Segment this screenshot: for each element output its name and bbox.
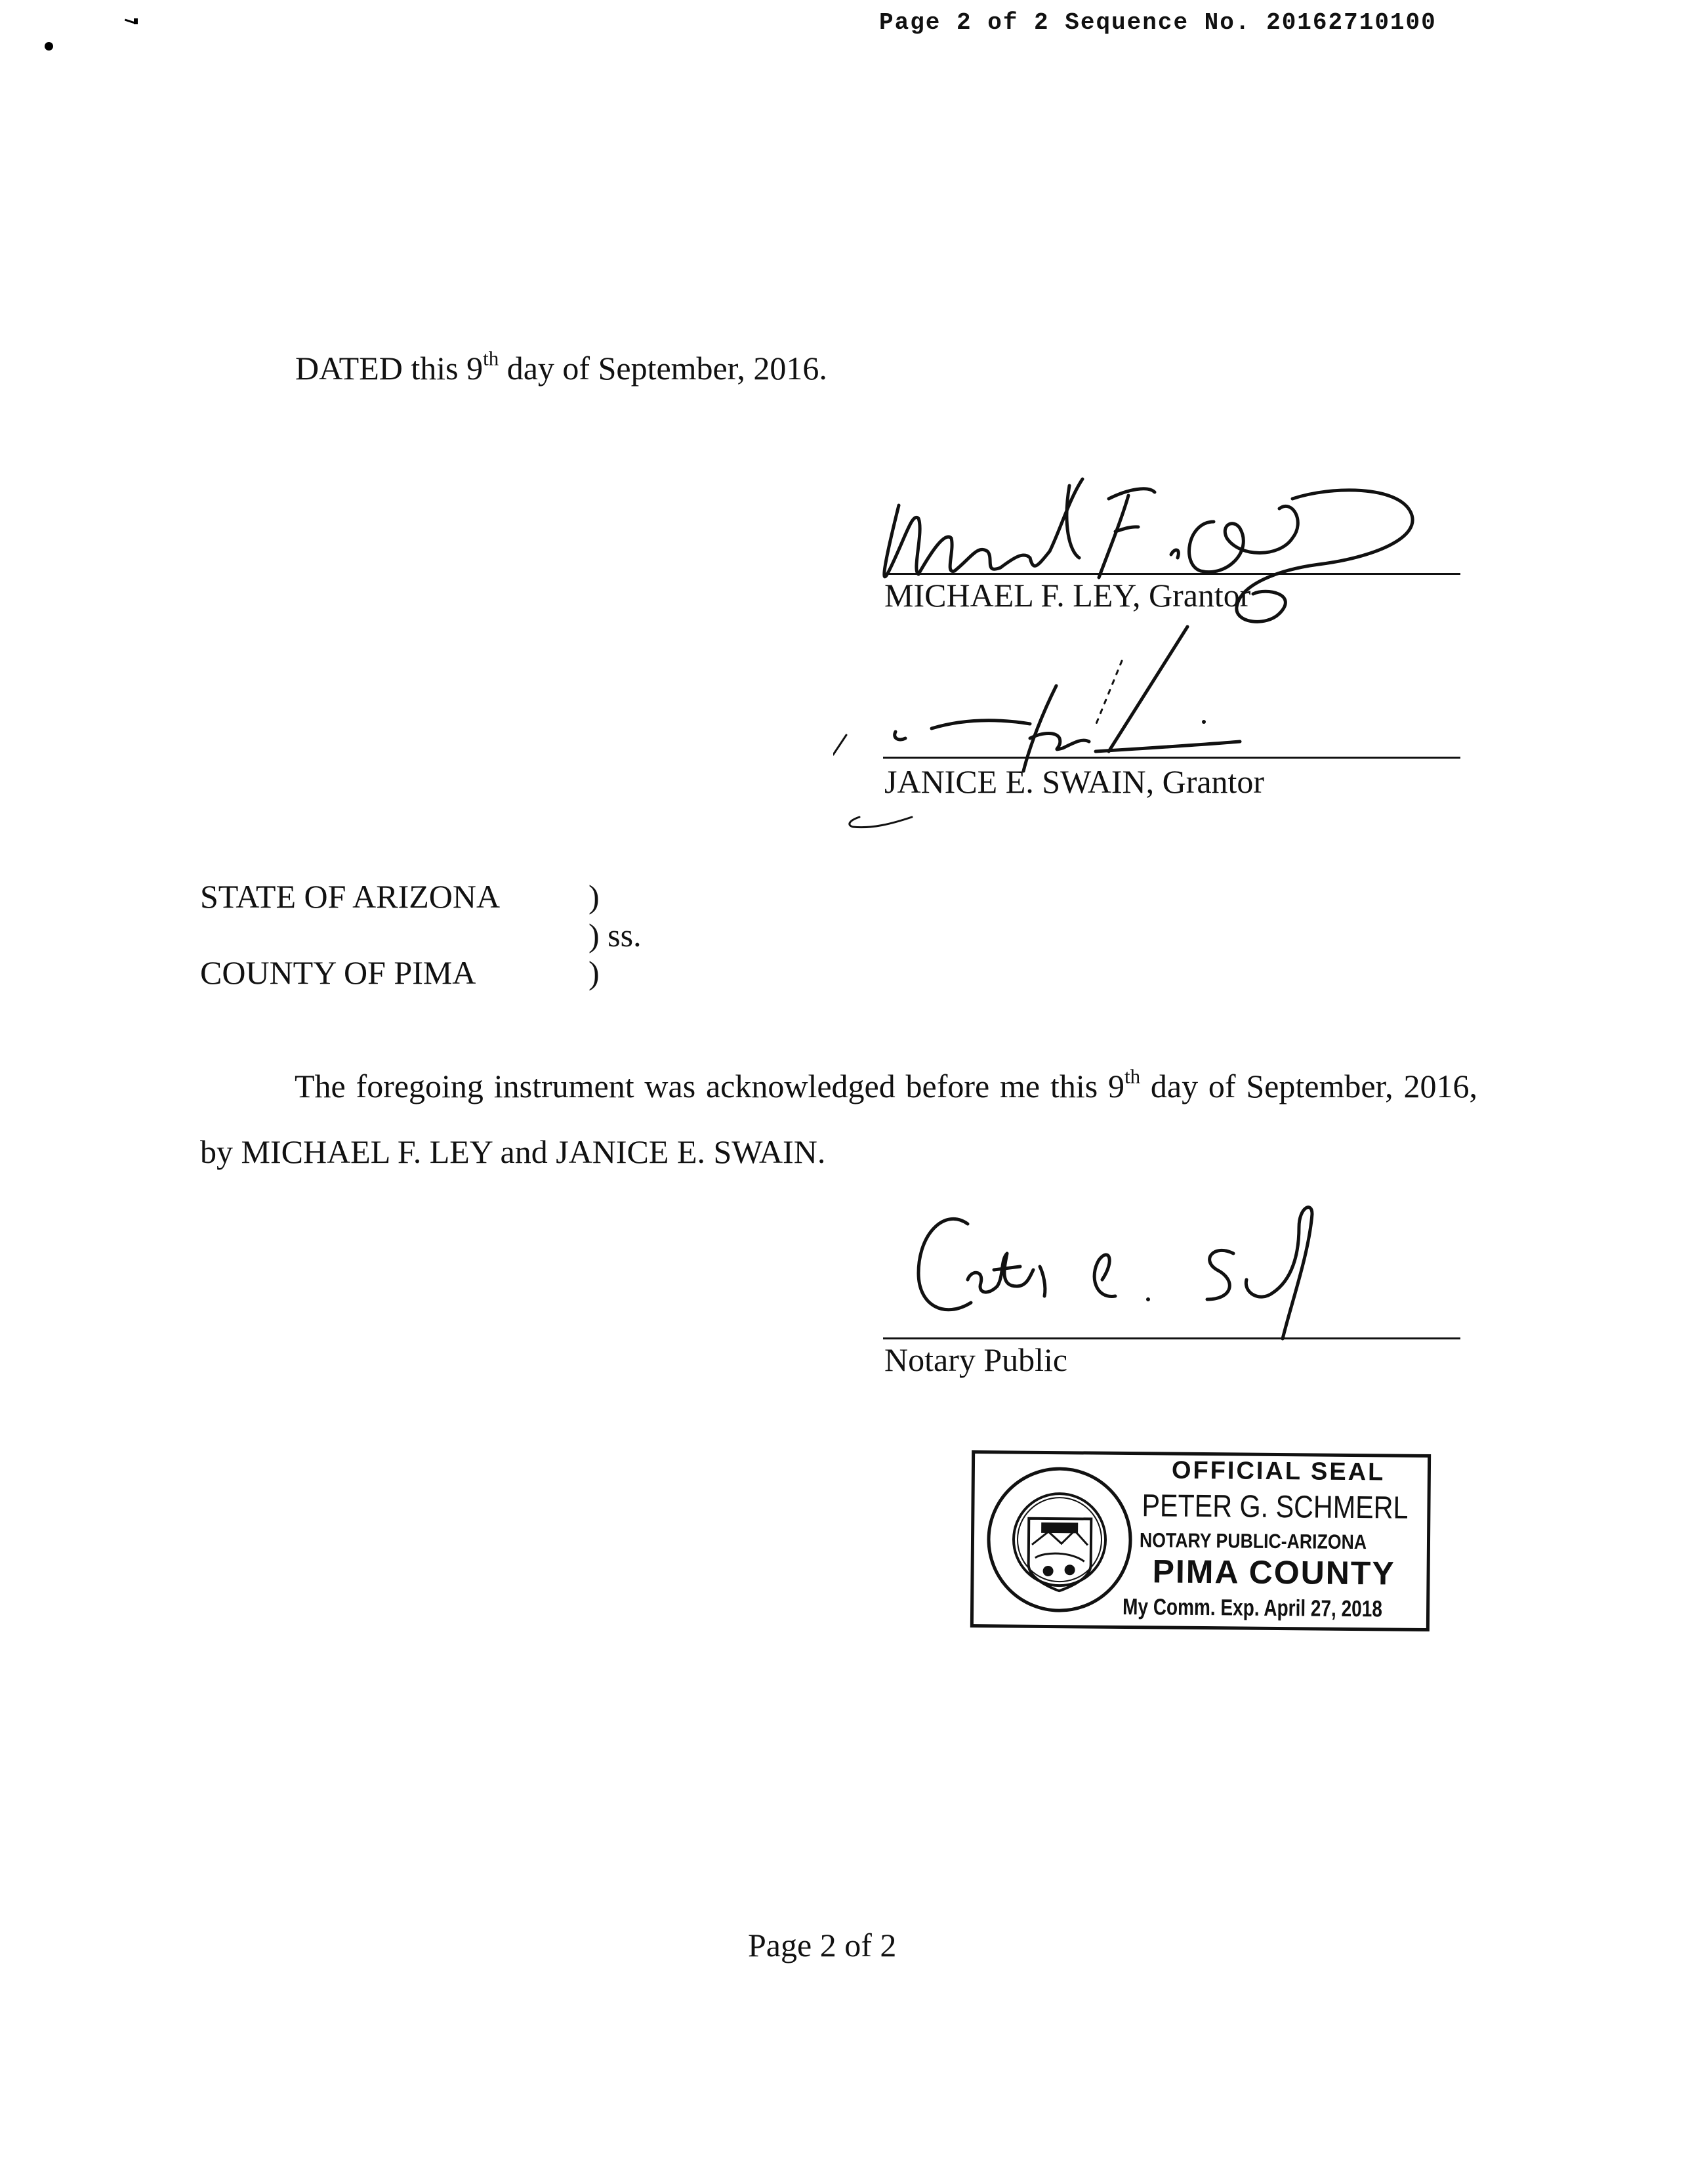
seal-county: PIMA COUNTY	[1152, 1553, 1395, 1592]
venue-paren-bottom: )	[588, 954, 600, 991]
venue-paren-top: )	[588, 878, 600, 915]
venue-county: COUNTY OF PIMA	[200, 954, 476, 991]
dated-line	[295, 346, 827, 387]
acknowledgment-part2: day of September, 2016, by MICHAEL F. LEY and JANICE E. SWAIN.	[200, 1068, 1477, 1170]
venue-ss: ) ss.	[588, 917, 642, 954]
acknowledgment-ordinal: th	[1124, 1064, 1141, 1088]
seal-commission-expiry: My Comm. Exp. April 27, 2018	[1122, 1593, 1383, 1622]
scan-artifact	[125, 18, 139, 24]
notary-label: Notary Public	[884, 1341, 1068, 1378]
seal-notary-name: PETER G. SCHMERL	[1142, 1488, 1409, 1526]
grantor-signature-swain	[833, 620, 1292, 837]
grantor-name-swain: JANICE E. SWAIN, Grantor	[884, 763, 1265, 800]
dated-ordinal: th	[483, 346, 499, 370]
seal-notary-role: NOTARY PUBLIC-ARIZONA	[1139, 1528, 1367, 1554]
notary-signature-line	[883, 1337, 1460, 1339]
grantor-signature-line-swain	[883, 757, 1460, 759]
dated-suffix: day of September, 2016.	[499, 350, 827, 387]
seal-title: OFFICIAL SEAL	[1171, 1456, 1386, 1486]
footer-page-number: Page 2 of 2	[748, 1927, 897, 1964]
scan-speck	[45, 42, 53, 51]
grantor-signature-line-ley	[883, 573, 1460, 575]
dated-prefix: DATED this 9	[295, 350, 484, 387]
state-seal-emblem	[985, 1465, 1134, 1614]
official-seal-stamp	[970, 1450, 1431, 1631]
notary-signature	[905, 1188, 1351, 1345]
grantor-name-ley: MICHAEL F. LEY, Grantor	[884, 577, 1251, 614]
venue-state: STATE OF ARIZONA	[200, 878, 501, 915]
acknowledgment-part1: The foregoing instrument was acknowledged before me this 9	[295, 1068, 1124, 1104]
acknowledgment-paragraph	[200, 1053, 1477, 1185]
header-sequence-number: Page 2 of 2 Sequence No. 20162710100	[879, 9, 1437, 36]
